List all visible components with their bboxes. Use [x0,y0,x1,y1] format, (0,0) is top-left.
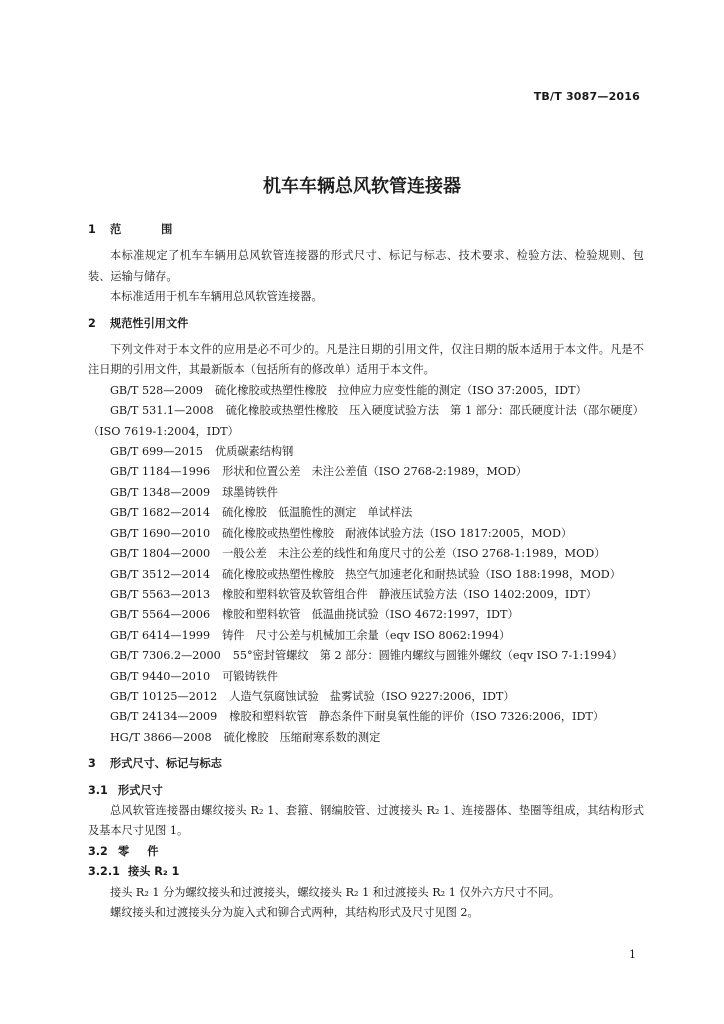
paragraph: 本标准规定了机车车辆用总风软管连接器的形式尺寸、标记与标志、技术要求、检验方法、检验规则、包装、运输与储存。 [88,249,644,283]
page-number: 1 [629,948,636,961]
paragraph: 本标准适用于机车车辆用总风软管连接器。 [110,290,323,304]
reference-code: GB/T 528—2009 [110,383,203,397]
section-title: 规范性引用文件 [110,316,189,330]
reference-item [88,442,644,462]
reference-item [88,707,644,727]
reference-code: GB/T 7306.2—2000 [110,649,221,663]
reference-code: GB/T 1348—2009 [110,485,211,499]
reference-item [88,503,644,523]
reference-title: 可锻铸铁件 [222,669,279,683]
paragraph: 总风软管连接器由螺纹接头 R₂ 1、套箍、钢编胶管、过渡接头 R₂ 1、连接器体、垫圈等组成，其结构形式及基本尺寸见图 1。 [88,803,644,838]
section-title: 范 围 [110,223,191,236]
subsection-3-2-1-heading [88,862,644,882]
reference-code: GB/T 10125—2012 [110,689,218,703]
reference-title: 优质碳素结构钢 [214,445,294,459]
subsection-3-1-heading [88,781,644,801]
reference-code: GB/T 9440—2010 [110,669,211,683]
subsection-number: 3.1 [88,783,108,797]
section-2-heading [88,314,644,334]
reference-title: 形状和位置公差 未注公差值（ISO 2768-2:1989，MOD） [222,465,528,479]
reference-code: GB/T 6414—1999 [110,628,211,642]
reference-title: 硫化橡胶或热塑性橡胶 热空气加速老化和耐热试验（ISO 188:1998，MOD） [222,567,621,581]
reference-title: 人造气氛腐蚀试验 盐雾试验（ISO 9227:2006，IDT） [229,689,515,703]
reference-title: 硫化橡胶 低温脆性的测定 单试样法 [222,506,413,520]
reference-code: GB/T 699—2015 [110,445,203,459]
reference-code: GB/T 24134—2009 [110,710,218,724]
reference-item [88,728,644,748]
document-title: 机车车辆总风软管连接器 [263,176,461,197]
subsection-title: 零件 [118,844,177,858]
subsection-3-2-heading [88,842,644,862]
reference-item [88,462,644,482]
reference-title: 硫化橡胶或热塑性橡胶 拉伸应力应变性能的测定（ISO 37:2005，IDT） [214,383,587,397]
subsection-number: 3.2 [88,844,108,858]
reference-code: GB/T 1690—2010 [110,526,211,540]
section-number: 1 [88,223,96,236]
section-number: 2 [88,316,96,330]
reference-item [88,687,644,707]
reference-list [88,381,644,748]
reference-code: GB/T 3512—2014 [110,567,211,581]
standard-code: TB/T 3087—2016 [533,90,640,103]
subsection-title: 接头 R₂ 1 [128,865,180,879]
reference-item [88,646,644,666]
reference-code: GB/T 5563—2013 [110,587,211,601]
reference-item [88,667,644,687]
paragraph: 接头 R₂ 1 分为螺纹接头和过渡接头，螺纹接头 R₂ 1 和过渡接头 R₂ 1 仅外六方尺寸不同。 [110,885,561,899]
reference-item [88,401,644,442]
paragraph: 下列文件对于本文件的应用是必不可少的。凡是注日期的引用文件，仅注日期的版本适用于本文件。凡是不注日期的引用文件，其最新版本（包括所有的修改单）适用于本文件。 [88,343,644,377]
reference-title: 橡胶和塑料软管及软管组合件 静液压试验方法（ISO 1402:2009，IDT） [222,587,597,601]
reference-code: GB/T 5564—2006 [110,608,211,622]
subsection-number: 3.2.1 [88,865,120,879]
reference-title: 55°密封管螺纹 第 2 部分：圆锥内螺纹与圆锥外螺纹（eqv ISO 7-1:1994） [232,649,623,663]
reference-title: 橡胶和塑料软管 低温曲挠试验（ISO 4672:1997，IDT） [222,608,519,622]
reference-item [88,381,644,401]
reference-title: 球墨铸铁件 [222,485,279,499]
reference-code: GB/T 1184—1996 [110,465,211,479]
reference-title: 硫化橡胶或热塑性橡胶 压入硬度试验方法 第 1 部分：邵氏硬度计法（邵尔硬度）（ISO 7619-1:2004，IDT） [88,404,644,438]
reference-title: 铸件 尺寸公差与机械加工余量（eqv ISO 8062:1994） [222,628,511,642]
reference-code: GB/T 531.1—2008 [110,404,214,418]
section-title: 形式尺寸、标记与标志 [110,757,222,771]
reference-code: GB/T 1682—2014 [110,506,211,520]
reference-item [88,605,644,625]
reference-code: HG/T 3866—2008 [110,730,212,744]
reference-item [88,483,644,503]
section-3-heading [88,754,644,774]
subsection-title: 形式尺寸 [118,783,163,797]
reference-item [88,544,644,564]
reference-item [88,524,644,544]
document-body [88,220,644,923]
paragraph: 螺纹接头和过渡接头分为旋入式和铆合式两种，其结构形式及尺寸见图 2。 [110,906,479,919]
reference-title: 硫化橡胶或热塑性橡胶 耐液体试验方法（ISO 1817:2005，MOD） [222,526,573,540]
section-1-heading [88,220,644,240]
reference-code: GB/T 1804—2000 [110,547,211,561]
section-number: 3 [88,757,96,771]
reference-title: 硫化橡胶 压缩耐寒系数的测定 [223,730,381,744]
reference-title: 橡胶和塑料软管 静态条件下耐臭氧性能的评价（ISO 7326:2006，IDT） [229,710,605,724]
reference-item [88,585,644,605]
reference-item [88,626,644,646]
reference-item [88,565,644,585]
reference-title: 一般公差 未注公差的线性和角度尺寸的公差（ISO 2768-1:1989，MOD） [222,547,606,561]
